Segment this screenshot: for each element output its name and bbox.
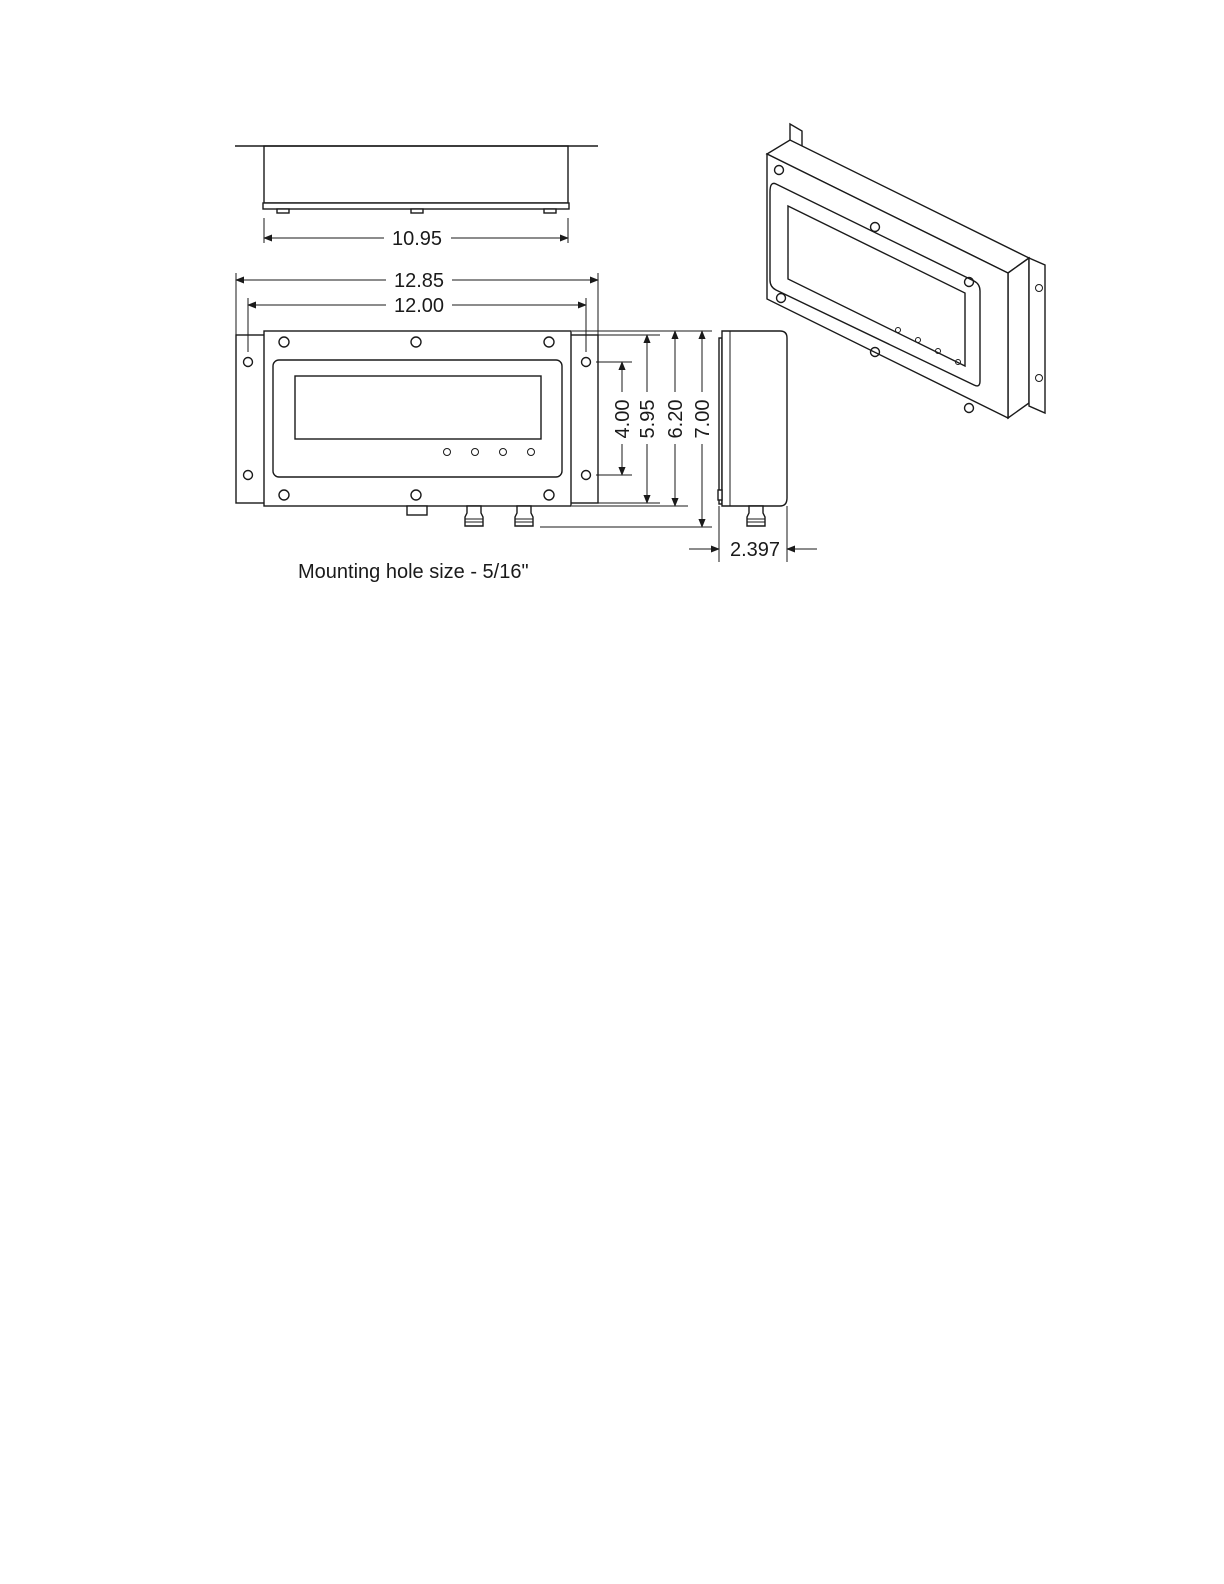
mounting-hole-note: Mounting hole size - 5/16" <box>298 561 529 583</box>
dim-flange-height: 6.20 <box>665 399 687 439</box>
front-view <box>236 270 598 526</box>
dim-enclosure-height: 5.95 <box>637 399 659 439</box>
isometric-view <box>767 124 1045 418</box>
dim-hole-spacing-height: 4.00 <box>612 399 634 439</box>
dim-depth: 2.397 <box>729 539 781 561</box>
dim-overall-width: 12.85 <box>393 270 445 292</box>
dim-overall-height: 7.00 <box>692 399 714 439</box>
top-view <box>235 146 598 250</box>
dim-bottom-width: 10.95 <box>391 228 443 250</box>
dim-hole-spacing-width: 12.00 <box>393 295 445 317</box>
